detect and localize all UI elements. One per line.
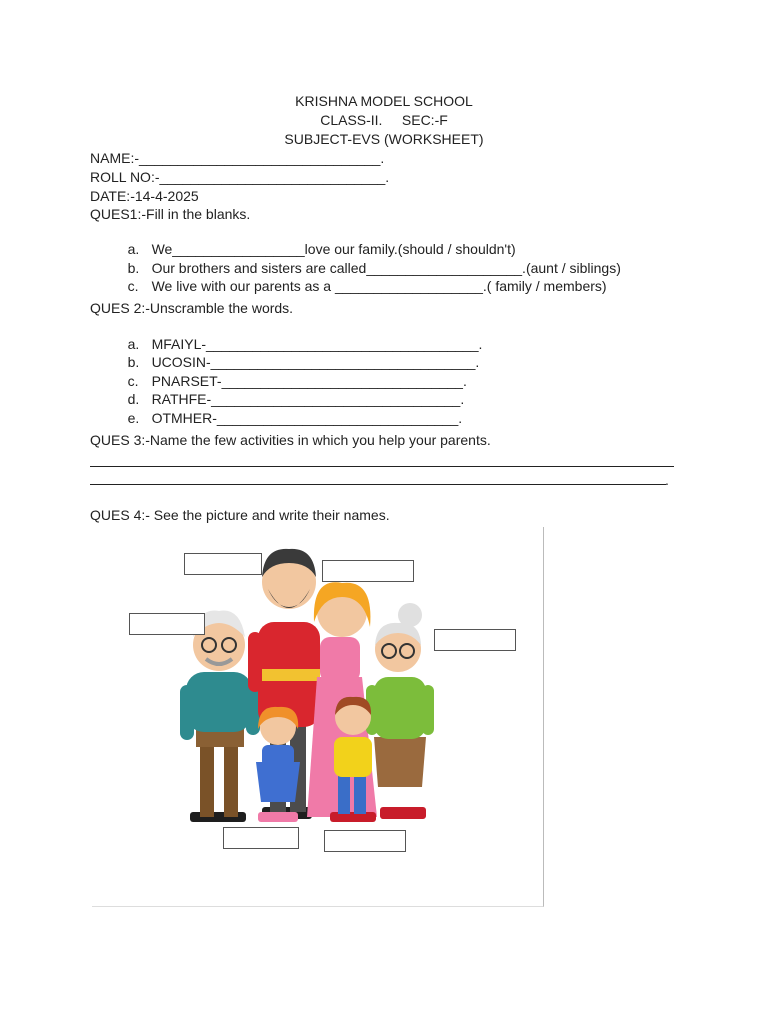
q2-item-letter: d. [127, 391, 140, 407]
name-field: NAME:-_______________________________. [90, 150, 385, 166]
class-section: CLASS-II. SEC:-F [320, 112, 448, 128]
q1-item-text: We_________________love our family.(should / shouldn't) [151, 241, 516, 257]
q1-item-letter: c. [127, 278, 139, 294]
roll-field: ROLL NO:-_____________________________. [90, 169, 390, 185]
grandmother-figure [366, 603, 434, 819]
q2-item-text: UCOSIN-__________________________________. [151, 354, 480, 370]
q2-item-text: MFAIYL-___________________________________. [151, 336, 483, 352]
q3-title: QUES 3:-Name the few activities in which you help your parents. [90, 432, 491, 448]
answer-line [90, 466, 674, 467]
date-field: DATE:-14-4-2025 [90, 188, 199, 204]
q2-item-text: PNARSET-_______________________________. [151, 373, 467, 389]
q2-title: QUES 2:-Unscramble the words. [90, 300, 294, 316]
q2-item-text: RATHFE-________________________________. [151, 391, 465, 407]
q2-item-letter: e. [127, 410, 140, 426]
name-box-grandmother[interactable] [434, 629, 516, 651]
q2-item-letter: a. [127, 336, 140, 352]
name-box-boy[interactable] [324, 830, 406, 852]
subject-title: SUBJECT-EVS (WORKSHEET) [284, 131, 484, 147]
q2-item-letter: c. [127, 373, 139, 389]
name-box-girl[interactable] [223, 827, 299, 849]
family-picture-frame [92, 527, 544, 907]
q1-item-text: Our brothers and sisters are called____________________.(aunt / siblings) [151, 260, 621, 276]
q1-item-text: We live with our parents as a ___________________.( family / members) [151, 278, 607, 294]
answer-line [90, 484, 666, 485]
name-box-grandfather[interactable] [129, 613, 205, 635]
q4-title: QUES 4:- See the picture and write their names. [90, 507, 390, 523]
q2-item-letter: b. [127, 354, 140, 370]
q1-item-letter: b. [127, 260, 140, 276]
answer-line-end: . [665, 472, 669, 488]
name-box-father[interactable] [322, 560, 414, 582]
q2-item-text: OTMHER-_______________________________. [151, 410, 463, 426]
family-illustration [92, 527, 543, 906]
name-box-grandfather-top[interactable] [184, 553, 262, 575]
q1-title: QUES1:-Fill in the blanks. [90, 206, 251, 222]
school-name: KRISHNA MODEL SCHOOL [295, 93, 473, 109]
q1-item-letter: a. [127, 241, 140, 257]
